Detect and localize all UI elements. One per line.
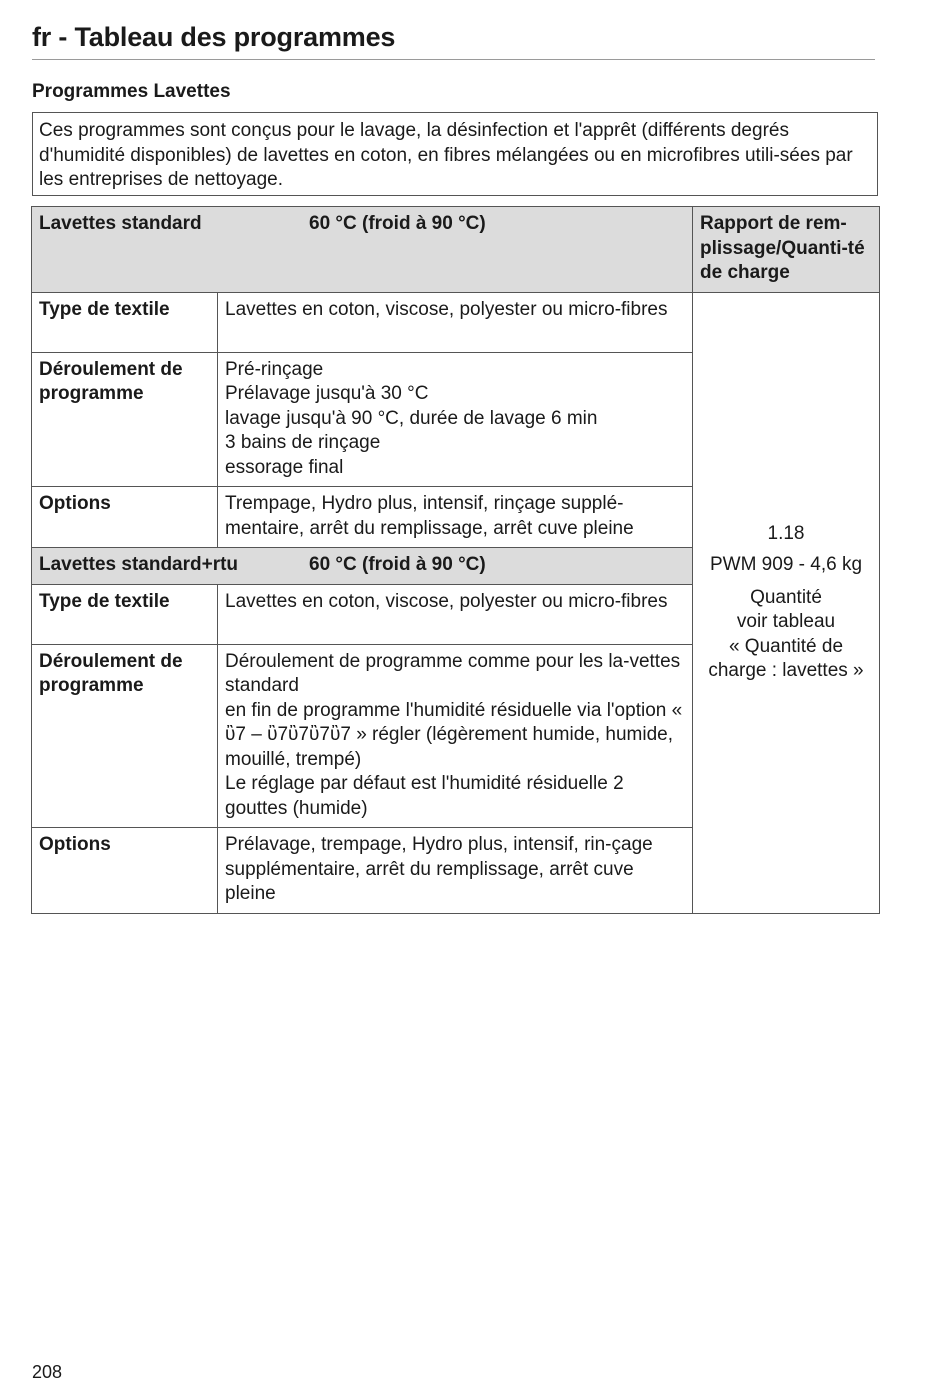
load-model: PWM 909 - 4,6 kg <box>709 554 863 575</box>
row-value: Trempage, Hydro plus, intensif, rinçage supplé-mentaire, arrêt du remplissage, arrêt cuve pleine <box>218 487 693 548</box>
page-number: 208 <box>32 1362 63 1382</box>
section-heading: Programmes Lavettes <box>32 81 231 102</box>
program-temperature: 60 °C (froid à 90 °C) <box>309 554 486 575</box>
load-note: Quantité voir tableau « Quantité de charge : lavettes » <box>708 586 864 681</box>
program-table <box>31 206 880 914</box>
row-label: Options <box>32 828 218 914</box>
row-value: Lavettes en coton, viscose, polyester ou micro-fibres <box>218 292 693 352</box>
row-value: Prélavage, trempage, Hydro plus, intensif, rin-çage supplémentaire, arrêt du remplissage, arrêt cuve pleine <box>218 828 693 914</box>
program-name: Lavettes standard+rtu <box>39 554 239 575</box>
row-label: Options <box>32 487 218 548</box>
program-header <box>32 207 693 293</box>
page-title: fr - Tableau des programmes <box>32 22 875 60</box>
load-ratio: 1.18 <box>767 522 805 544</box>
program-header <box>32 548 693 585</box>
row-value: Pré-rinçage Prélavage jusqu'à 30 °C lavage jusqu'à 90 °C, durée de lavage 6 min 3 bains de rinçage essorage final <box>218 352 693 487</box>
row-label: Déroulement de programme <box>32 644 218 828</box>
intro-description: Ces programmes sont conçus pour le lavage, la désinfection et l'apprêt (différents degrés d'humidité disponibles) de lavettes en coton, en fibres mélangées ou en microfibres utili-sées par les entreprises de nettoyage. <box>32 112 878 196</box>
program-temperature: 60 °C (froid à 90 °C) <box>309 213 486 234</box>
row-value: Déroulement de programme comme pour les la-vettes standard en fin de programme l'humidité résiduelle via l'option « ὒ7 – ὒ7ὒ7ὒ7ὒ7 » régler (légèrement humide, humide, mouillé, trempé) Le réglage par défaut est l'humidité résiduelle 2 gouttes (humide) <box>218 644 693 828</box>
row-label: Type de textile <box>32 584 218 644</box>
program-name: Lavettes standard <box>39 213 202 234</box>
table-row <box>32 292 880 352</box>
program-header-row <box>32 207 880 293</box>
load-column-header: Rapport de rem-plissage/Quanti-té de charge <box>693 207 880 293</box>
row-value: Lavettes en coton, viscose, polyester ou micro-fibres <box>218 584 693 644</box>
load-quantity-cell <box>693 292 880 913</box>
row-label: Déroulement de programme <box>32 352 218 487</box>
row-label: Type de textile <box>32 292 218 352</box>
